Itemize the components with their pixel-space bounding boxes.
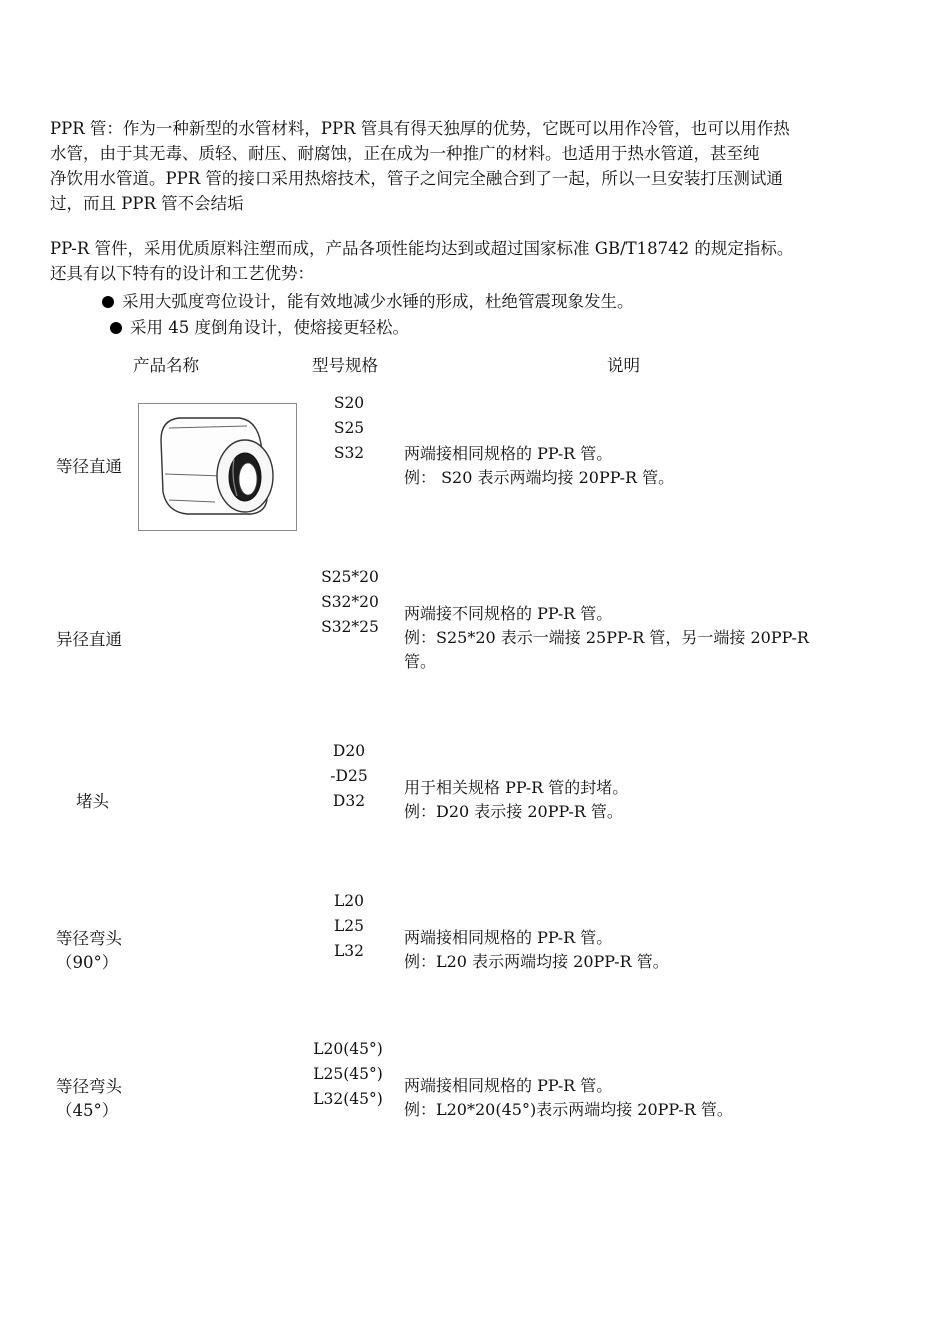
row-1-product-name: 等径直通 bbox=[56, 457, 122, 476]
text-line: 还具有以下特有的设计和工艺优势： bbox=[50, 264, 314, 283]
row-3-product-name: 堵头 bbox=[76, 792, 109, 811]
row-4-product-name: 等径弯头 （90°） bbox=[56, 929, 122, 972]
bullet-dot-icon bbox=[110, 322, 122, 334]
row-5-models: L20(45°) L25(45°) L32(45°) bbox=[313, 1040, 383, 1108]
intro-paragraph-1 bbox=[50, 116, 890, 216]
intro-paragraph-2 bbox=[50, 236, 890, 286]
header-product-name: 产品名称 bbox=[133, 356, 199, 375]
text-line: PP-R 管件，采用优质原料注塑而成，产品各项性能均达到或超过国家标准 GB/T18742 的规定指标。 bbox=[50, 239, 794, 258]
header-description: 说明 bbox=[607, 356, 640, 375]
bullet-item-1 bbox=[102, 288, 634, 312]
row-1-description: 两端接相同规格的 PP-R 管。 例： S20 表示两端均接 20PP-R 管。 bbox=[404, 444, 675, 487]
row-1-models: S20 S25 S32 bbox=[333, 394, 365, 462]
bullet-text: 采用 45 度倒角设计，使熔接更轻松。 bbox=[130, 318, 409, 337]
coupling-illustration bbox=[138, 403, 297, 531]
bullet-dot-icon bbox=[102, 296, 114, 308]
text-line: 净饮用水管道。PPR 管的接口采用热熔技术，管子之间完全融合到了一起，所以一旦安装打压测试通 bbox=[50, 169, 783, 188]
text-line: PPR 管：作为一种新型的水管材料，PPR 管具有得天独厚的优势，它既可以用作冷管，也可以用作热 bbox=[50, 119, 790, 138]
row-5-description: 两端接相同规格的 PP-R 管。 例：L20*20(45°)表示两端均接 20PP-R 管。 bbox=[404, 1076, 733, 1119]
text-line: 水管，由于其无毒、质轻、耐压、耐腐蚀，正在成为一种推广的材料。也适用于热水管道，甚至纯 bbox=[50, 144, 760, 163]
header-model-spec: 型号规格 bbox=[312, 356, 378, 375]
row-3-models: D20 -D25 D32 bbox=[330, 742, 368, 810]
row-2-product-name: 异径直通 bbox=[56, 630, 122, 649]
row-3-description: 用于相关规格 PP-R 管的封堵。 例：D20 表示接 20PP-R 管。 bbox=[404, 778, 629, 821]
pipe-coupling-icon bbox=[139, 404, 296, 530]
row-4-models: L20 L25 L32 bbox=[333, 892, 365, 960]
row-2-models: S25*20 S32*20 S32*25 bbox=[321, 568, 379, 636]
row-4-description: 两端接相同规格的 PP-R 管。 例：L20 表示两端均接 20PP-R 管。 bbox=[404, 928, 669, 971]
bullet-text: 采用大弧度弯位设计，能有效地减少水锤的形成，杜绝管震现象发生。 bbox=[122, 292, 634, 311]
row-5-product-name: 等径弯头 （45°） bbox=[56, 1077, 122, 1120]
bullet-item-2 bbox=[110, 314, 409, 338]
row-2-description: 两端接不同规格的 PP-R 管。 例：S25*20 表示一端接 25PP-R 管，另一端接 20PP-R 管。 bbox=[404, 604, 809, 671]
text-line: 过，而且 PPR 管不会结垢 bbox=[50, 194, 244, 213]
